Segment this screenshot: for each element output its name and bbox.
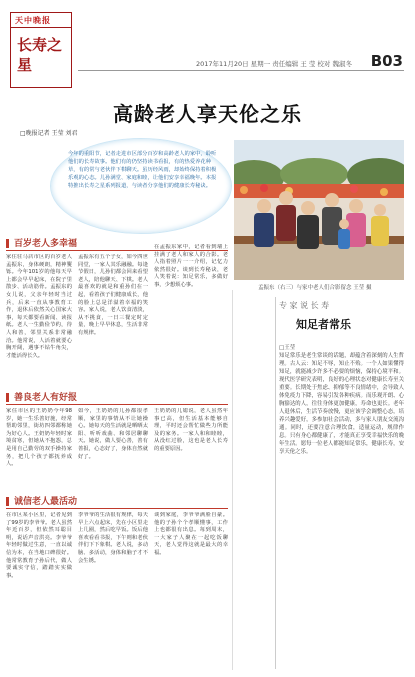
section-2-col-1: 家住市区的王奶奶今年98岁，她一生乐善好施，经常帮助邻里，街坊四邻都称她为好心人。王奶奶年轻时家境贫寒，但她从不抱怨，总是用自己勤劳的双手操持家务，把几个孩子都抚养成人。 [6,408,72,468]
section-1-col-2: 孟振东有五个子女，如今四世同堂，一家人其乐融融。每逢节假日，儿孙们都会回来看望老人，陪他聊天、下棋。老人最喜欢的就是和重孙们在一起，看着孩子们健康成长，他的脸上总是洋溢着幸福的笑容。家人说，老人饮食清淡，从不挑食，一日三餐定时定量，晚上早早休息，生活非常有规律。 [78,254,148,336]
date-line: 2017年11月20日 星期一 责任编辑 王 莹 校对 魏淑冬 [196,60,352,68]
section-title-1: 百岁老人多幸福 [14,239,78,249]
section-3-col-3: 谈到家庭，李爷爷满脸自豪。他的子孙个个孝顺懂事，工作上也都很有出息。每到周末，一大家子人聚在一起吃饭聊天，老人觉得这就是最大的幸福。 [154,512,228,556]
headline: 高龄老人享天伦之乐 [113,102,302,126]
section-header-2 [6,390,156,404]
section-header-1 [6,236,156,250]
section-rule [6,508,228,509]
sidebar-text: 知足常乐是老生常谈的话题，却蕴含着深刻的人生哲理。古人云：知足不辱，知止不殆。一个人如果懂得知足，就能减少许多不必要的烦恼，保持心境平和。现代医学研究表明，良好的心理状态对健康长寿至关重要。长期处于焦虑、抑郁等不良情绪中，会导致人体免疫力下降，容易引发各种疾病。而乐观开朗、心胸豁达的人，往往身体更加健康，寿命也更长。老年人退休后，生活节奏放慢，更应该学会调整心态，培养兴趣爱好，多参加社会活动，多与家人朋友交流沟通。同时，还要注意合理饮食，适量运动，规律作息。只有身心都健康了，才能真正享受幸福快乐的晚年生活。愿每一位老人都能知足常乐，健康长寿，安享天伦之乐。 [279,353,404,455]
section-3-col-2: 李爷爷的生活很有规律，每天早上六点起床，先在小区里走上几圈，然后吃早饭。饭后他喜欢看看书报，下午则和老伙伴们下下象棋。老人说，多动脑、多活动，身体和脑子才不会生锈。 [78,512,148,564]
page-number: B03 [370,52,403,70]
section-title-3: 诚信老人最活动 [14,497,78,507]
summary-text: 今年的重阳节，记者走进市区部分百岁和高龄老人的家中，聆听他们的长寿故事。他们有的仍坚持读书看报，有的热爱养花种草，有的常与老伙伴下棋聊天。虽历经风雨，却始终保持着积极乐观的心态。儿孙满堂、家庭和睦，让他们安享幸福晚年。本报特推出长寿之星系列报道，与读者分享他们的健康长寿秘诀。 [68,151,217,189]
byline: □晚报记者 王莹 刘君 [20,130,78,137]
family-photo-illustration [234,140,404,280]
section-title-2: 善良老人有好报 [14,393,78,403]
column-divider [232,290,233,670]
continued-column [238,292,272,668]
sidebar-header: 专 家 说 长 寿 [279,301,330,310]
section-1-col-3: 在孟振东家中，记者看到墙上挂满了老人和家人的合影。老人指着照片一一介绍，记忆力依然很好。谈到长寿秘诀，老人笑着说：知足常乐，多做好事，少想烦心事。 [154,244,228,288]
photo-caption: 孟振东（右三）与家中老人们合影留念 王莹 摄 [258,285,372,291]
section-badge [10,12,72,88]
section-header-3 [6,494,156,508]
section-marker [6,239,9,248]
family-photo [234,140,404,280]
section-2-col-3: 王奶奶的儿媳说，老人虽然年事已高，但生活基本能够自理，平时还会帮忙做些力所能及的家务。一家人和和睦睦，从没红过脸，这也是老人长寿的重要原因。 [154,408,228,452]
section-2-col-2: 如今，王奶奶的儿孙都很孝顺，家里的事情从不让她操心。她每天的生活就是晒晒太阳、听听戏曲、和邻居聊聊天。她说，做人要心善，善有善报，心态好了，身体自然就好了。 [78,408,148,460]
sidebar-author: □王莹 [279,345,296,351]
masthead [0,0,415,90]
badge-divider [11,27,71,28]
masthead-rule [78,70,404,71]
section-rule [6,404,228,405]
newspaper-brand: 天中晚报 [15,16,51,25]
section-1-col-1: 家住驻马店市区的百岁老人孟振东，身体硬朗，精神矍铄。今年101岁的他每天早上都会早早起床，在院子里散步、活动筋骨。孟振东的女儿说，父亲年轻时当过兵，后来一直从事教育工作，退休后依然关心国家大事，每天都要看新闻、读报纸。老人一生勤俭节约，待人和善，邻里关系非常融洽。他常说，人活着就要心胸开阔，遇事不钻牛角尖，才能活得长久。 [6,254,72,359]
section-name: 长寿之星 [17,36,63,74]
section-marker [6,393,9,402]
section-marker [6,497,9,506]
sidebar-title: 知足者常乐 [296,318,351,331]
section-3-col-1: 在市区某小区里，记者见到了99岁的李爷爷。老人虽然年近百岁，但依然耳聪目明，说话声音洪亮。李爷爷年轻时做过生意，一直以诚信为本，在当地口碑很好。他常常教育子孙后代，做人要诚实守信，踏踏实实做事。 [6,512,72,579]
